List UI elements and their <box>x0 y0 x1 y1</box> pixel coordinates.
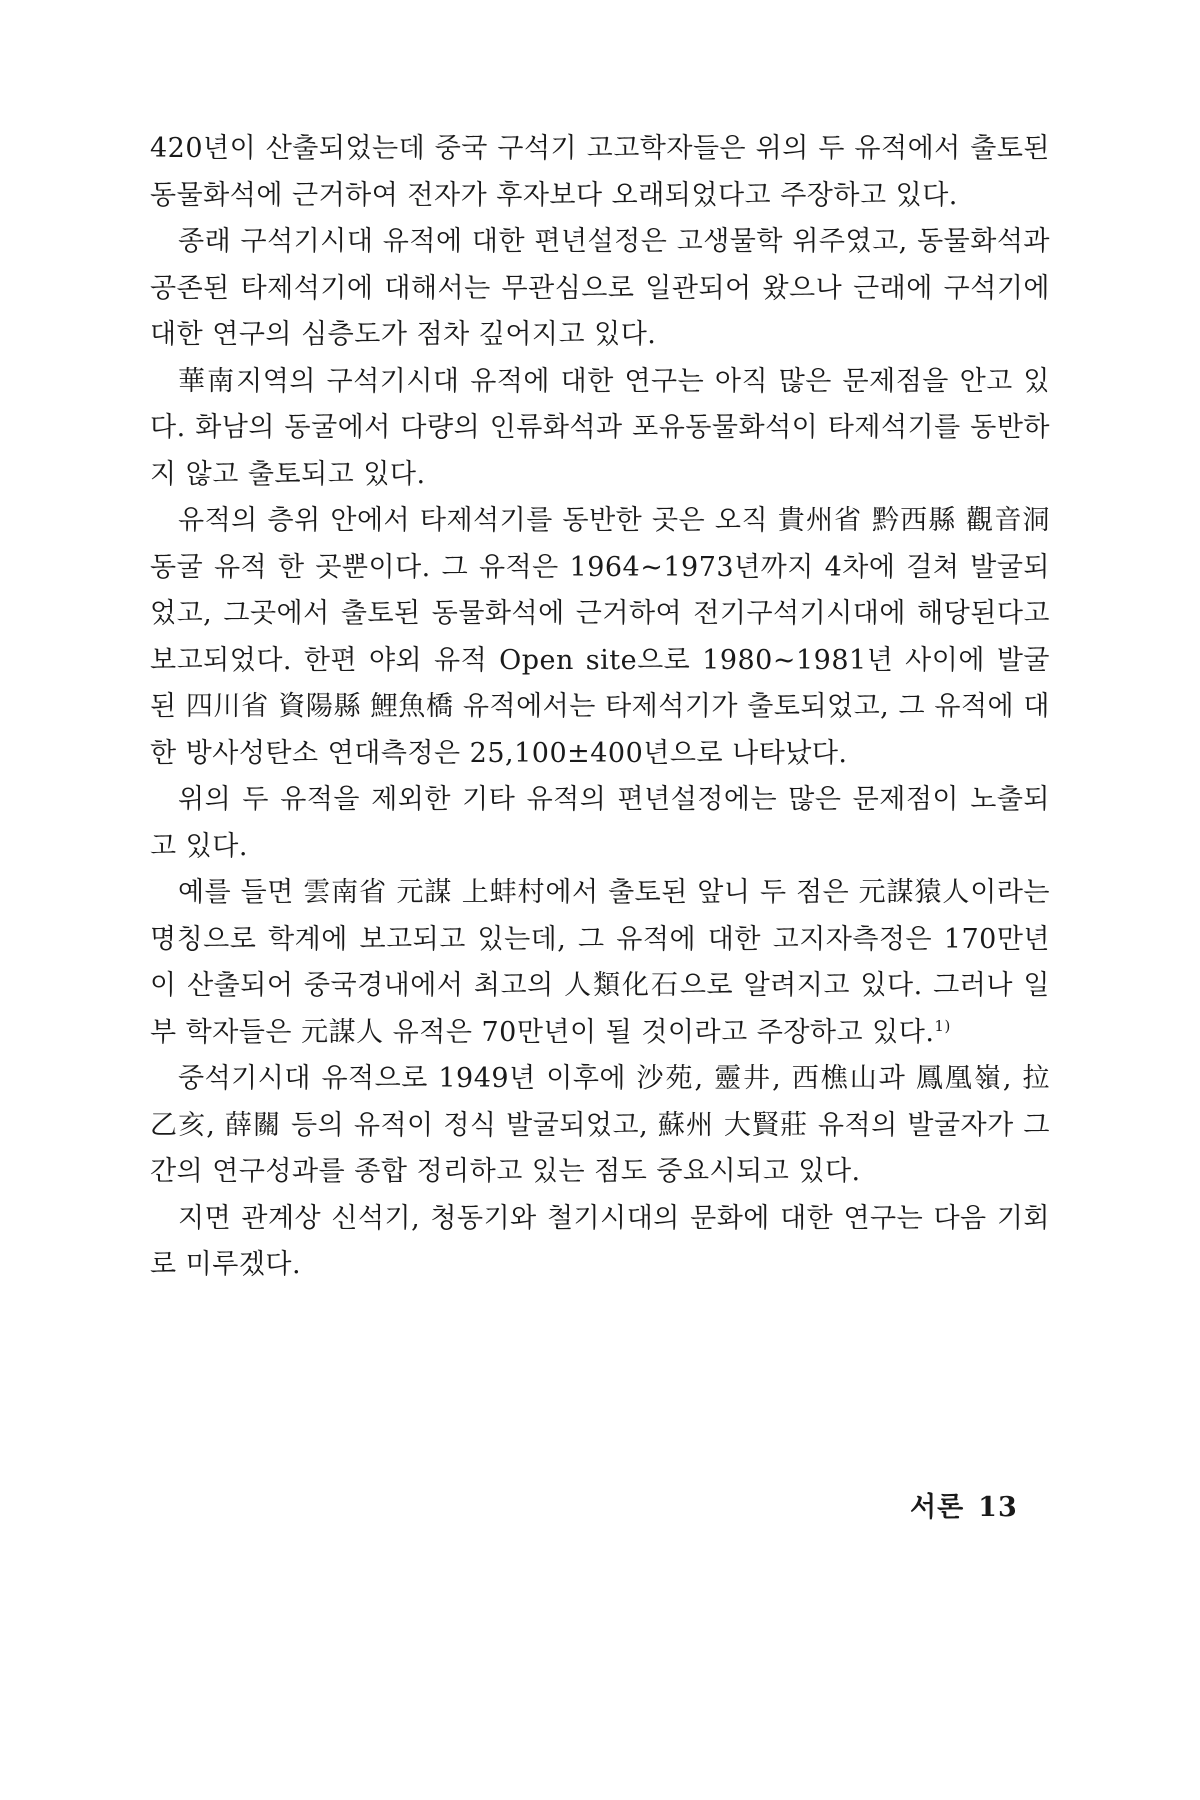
page-footer <box>910 1488 1018 1528</box>
page-number: 13 <box>978 1492 1018 1523</box>
paragraph-5: 위의 두 유적을 제외한 기타 유적의 편년설정에는 많은 문제점이 노출되고 있다. <box>150 784 1050 862</box>
paragraph-7: 중석기시대 유적으로 1949년 이후에 沙苑, 靈井, 西樵山과 鳳凰嶺, 拉乙亥, 薛關 등의 유적이 정식 발굴되었고, 蘇州 大賢莊 유적의 발굴자가 그간의 연구성과를 종합 정리하고 있는 점도 중요시되고 있다. <box>150 1063 1050 1187</box>
paragraph-6 <box>150 870 1050 1056</box>
paragraph-6-text: 예를 들면 雲南省 元謀 上蚌村에서 출토된 앞니 두 점은 元謀猿人이라는 명칭으로 학계에 보고되고 있는데, 그 유적에 대한 고지자측정은 170만년이 산출되어 중국경내에서 최고의 人類化石으로 알려지고 있다. 그러나 일부 학자들은 元謀人 유적은 70만년이 될 것이라고 주장하고 있다. <box>150 877 1050 1048</box>
footnote-marker: 1) <box>934 1016 951 1035</box>
paragraph-3: 華南지역의 구석기시대 유적에 대한 연구는 아직 많은 문제점을 안고 있다. 화남의 동굴에서 다량의 인류화석과 포유동물화석이 타제석기를 동반하지 않고 출토되고 있다. <box>150 365 1050 490</box>
paragraph-4: 유적의 층위 안에서 타제석기를 동반한 곳은 오직 貴州省 黔西縣 觀音洞 동굴 유적 한 곳뿐이다. 그 유적은 1964~1973년까지 4차에 걸쳐 발굴되었고, 그곳에서 출토된 동물화석에 근거하여 전기구석기시대에 해당된다고 보고되었다. 한편 야외 유적 Open site으로 1980~1981년 사이에 발굴된 四川省 資陽縣 鯉魚橋 유적에서는 타제석기가 출토되었고, 그 유적에 대한 방사성탄소 연대측정은 25,100±400년으로 나타났다. <box>150 505 1050 769</box>
paragraph-2: 종래 구석기시대 유적에 대한 편년설정은 고생물학 위주였고, 동물화석과 공존된 타제석기에 대해서는 무관심으로 일관되어 왔으나 근래에 구석기에 대한 연구의 심층도가 점차 깊어지고 있다. <box>150 226 1050 350</box>
paragraph-8: 지면 관계상 신석기, 청동기와 철기시대의 문화에 대한 연구는 다음 기회로 미루겠다. <box>150 1202 1050 1280</box>
paragraph-1: 420년이 산출되었는데 중국 구석기 고고학자들은 위의 두 유적에서 출토된 동물화석에 근거하여 전자가 후자보다 오래되었다고 주장하고 있다. <box>150 133 1050 211</box>
running-title: 서론 <box>910 1492 965 1523</box>
body-text <box>150 126 1050 1289</box>
